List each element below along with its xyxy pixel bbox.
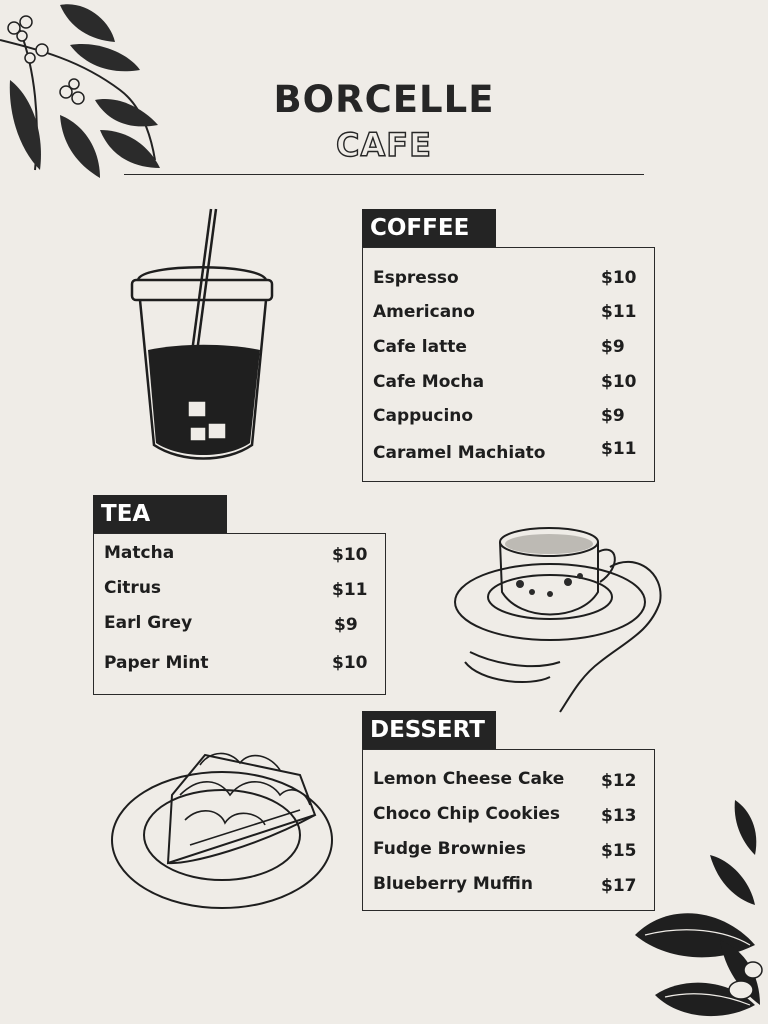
menu-item-price: $17 [601,876,637,896]
menu-item-name: Fudge Brownies [373,839,526,859]
menu-item-name: Cappucino [373,406,474,426]
menu-item [363,302,654,326]
menu-item [363,439,654,467]
brand-subtitle: CAFE [336,126,432,164]
menu-item-price: $9 [601,406,625,426]
header-divider [124,174,644,175]
menu-item-price: $10 [332,653,368,673]
tea-menu-box [93,533,386,695]
menu-item [94,613,385,637]
coffee-section-title-text: COFFEE [370,215,470,241]
menu-item-price: $9 [334,615,358,635]
menu-item-name: Blueberry Muffin [373,874,533,894]
menu-item-price: $10 [332,545,368,565]
menu-item-name: Earl Grey [104,613,193,633]
iced-coffee-icon [126,205,276,465]
menu-item [94,578,385,602]
menu-item [94,543,385,567]
menu-item-name: Choco Chip Cookies [373,804,561,824]
dessert-section-title-text: DESSERT [370,717,485,743]
tea-section-title-text: TEA [101,501,151,527]
teacup-icon [450,512,670,717]
menu-item [363,769,654,793]
menu-item [94,653,385,677]
menu-item [363,372,654,396]
menu-item-price: $13 [601,806,637,826]
menu-item [363,839,654,863]
menu-item-name: Matcha [104,543,175,563]
menu-item-price: $11 [601,302,637,322]
menu-item [363,804,654,828]
menu-item-name: Espresso [373,268,459,288]
menu-item [363,406,654,430]
pie-slice-icon [110,735,338,913]
menu-item-name: Americano [373,302,475,322]
menu-item-name: Lemon Cheese Cake [373,769,565,789]
menu-item-price: $9 [601,337,625,357]
menu-item-price: $11 [601,439,637,459]
menu-item-price: $10 [601,372,637,392]
menu-item [363,268,654,292]
menu-item-name: Cafe latte [373,337,467,357]
tea-section-title [93,495,227,533]
brand-title: BORCELLE [273,78,495,121]
menu-item-name: Caramel Machiato [373,443,546,463]
menu-item-price: $15 [601,841,637,861]
dessert-section-title [362,711,496,749]
dessert-menu-box [362,749,655,911]
menu-item-price: $10 [601,268,637,288]
leaf-branch-dark-icon [635,800,768,1024]
coffee-menu-box [362,247,655,482]
menu-item-price: $12 [601,771,637,791]
menu-item [363,874,654,898]
coffee-section-title [362,209,496,247]
menu-item-name: Citrus [104,578,162,598]
menu-item [363,337,654,361]
menu-item-name: Paper Mint [104,653,209,673]
menu-item-name: Cafe Mocha [373,372,485,392]
menu-item-price: $11 [332,580,368,600]
